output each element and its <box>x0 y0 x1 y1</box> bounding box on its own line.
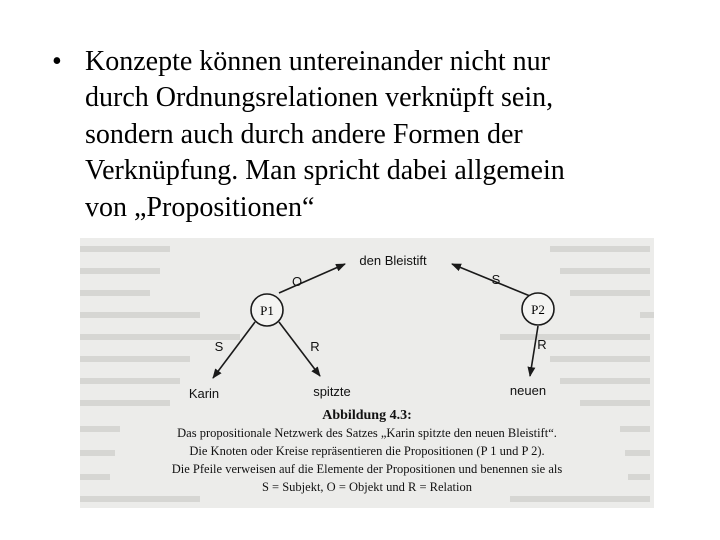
figure-caption-line4: S = Subjekt, O = Objekt und R = Relation <box>261 480 473 494</box>
node-label-p2: P2 <box>531 302 545 317</box>
bullet-point <box>52 44 692 226</box>
node-label-p1: P1 <box>260 303 274 318</box>
edge-label-s-left: S <box>214 339 224 354</box>
node-label-karin: Karin <box>188 386 220 401</box>
bullet-symbol: • <box>52 46 62 77</box>
edge-p1-bleistift <box>279 264 345 293</box>
edge-label-s-top: S <box>491 272 501 287</box>
node-label-spitzte: spitzte <box>313 384 351 399</box>
scanned-figure <box>80 238 654 508</box>
edge-label-r-right: R <box>537 337 547 352</box>
figure-caption-title: Abbildung 4.3: <box>322 408 412 423</box>
node-label-bleistift: den Bleistift <box>359 253 427 268</box>
figure-caption-line3: Die Pfeile verweisen auf die Elemente der Propositionen und benennen sie als <box>171 462 563 476</box>
figure-caption-line2: Die Knoten oder Kreise repräsentieren die Propositionen (P 1 und P 2). <box>189 444 545 458</box>
node-label-neuen: neuen <box>509 383 547 398</box>
figure-caption-line1: Das propositionale Netzwerk des Satzes „Karin spitzte den neuen Bleistift“. <box>177 426 557 440</box>
bullet-text: Konzepte können untereinander nicht nur durch Ordnungsrelationen verknüpft sein, sondern auch durch andere Formen der Verknüpfung. Man spricht dabei allgemein von „Propositionen“ <box>85 46 565 223</box>
edge-label-r-middle: R <box>310 339 320 354</box>
edge-label-o: O <box>291 274 303 289</box>
